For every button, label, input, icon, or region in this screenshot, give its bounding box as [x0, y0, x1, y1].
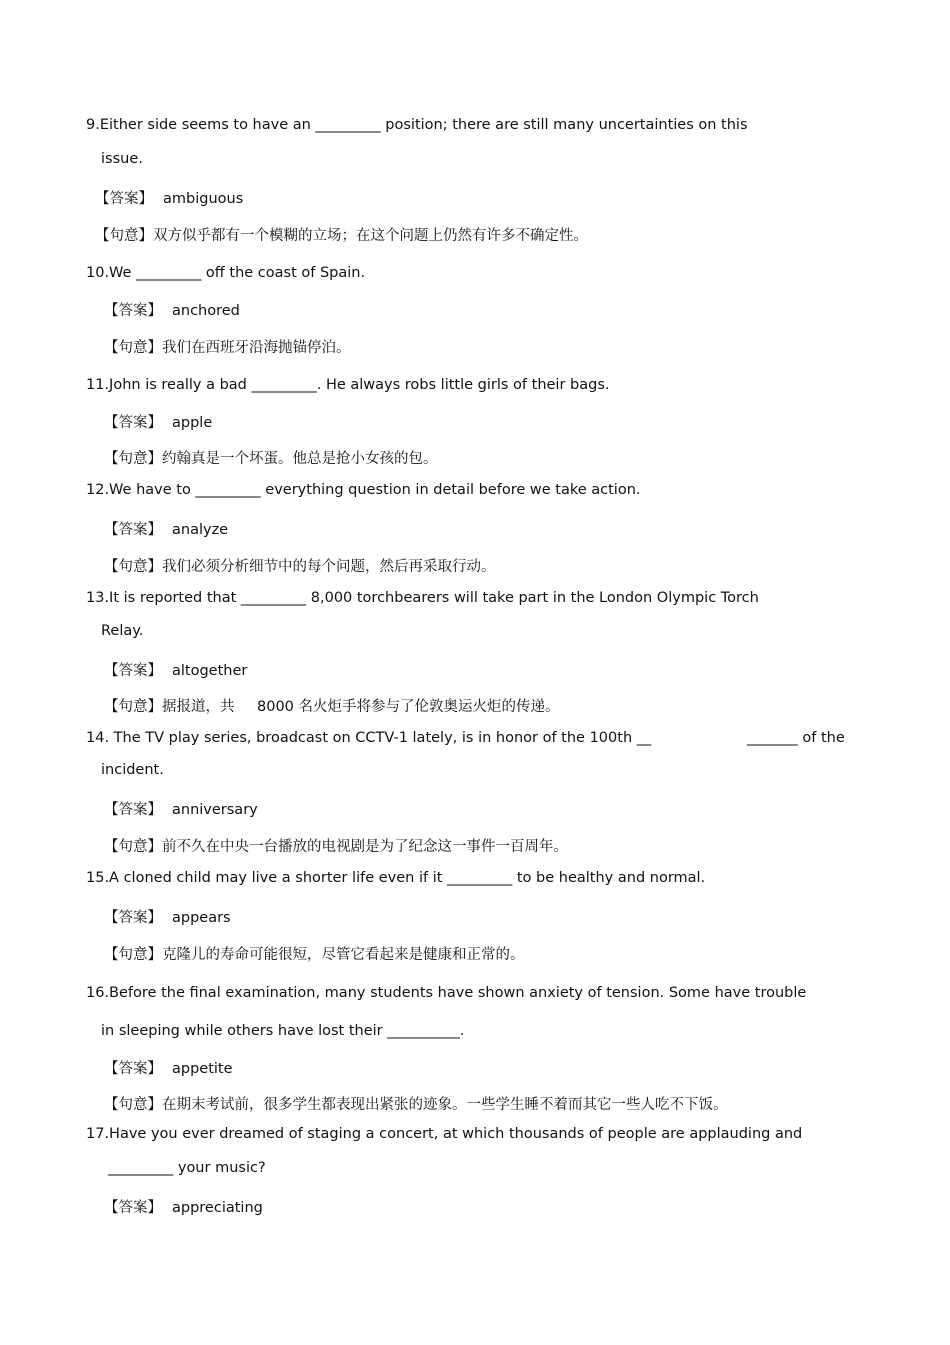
- answer-value: altogether: [172, 663, 248, 679]
- question-13-line-2: Relay.: [101, 623, 144, 639]
- answer-value: ambiguous: [163, 191, 244, 207]
- answer-15: [104, 909, 231, 927]
- question-17-line-1: 17.Have you ever dreamed of staging a concert, at which thousands of people are applauding and: [86, 1126, 803, 1142]
- answer-14: [104, 801, 258, 819]
- meaning-16: 【句意】在期末考试前，很多学生都表现出紧张的迹象。一些学生睡不着而其它一些人吃不下饭。: [104, 1097, 728, 1113]
- question-16-line-1: 16.Before the final examination, many students have shown anxiety of tension. Some have trouble: [86, 985, 807, 1001]
- question-9-line-2: issue.: [101, 151, 143, 167]
- question-16-line-2: in sleeping while others have lost their __________.: [101, 1023, 465, 1039]
- question-17-line-2: _________ your music?: [108, 1160, 266, 1176]
- meaning-13-part-1: 【句意】据报道，共: [104, 699, 235, 715]
- question-9-line-1: 9.Either side seems to have an _________ position; there are still many uncertainties on this: [86, 117, 748, 133]
- meaning-15: 【句意】克隆儿的寿命可能很短，尽管它看起来是健康和正常的。: [104, 947, 525, 963]
- meaning-11: 【句意】约翰真是一个坏蛋。他总是抢小女孩的包。: [104, 451, 438, 467]
- answer-label: 【答案】: [104, 415, 162, 431]
- answer-label: 【答案】: [95, 191, 153, 207]
- answer-value: anchored: [172, 303, 240, 319]
- answer-12: [104, 521, 228, 539]
- answer-value: appetite: [172, 1061, 233, 1077]
- question-14-line-2: incident.: [101, 762, 164, 778]
- answer-label: 【答案】: [104, 663, 162, 679]
- answer-label: 【答案】: [104, 1061, 162, 1077]
- meaning-10: 【句意】我们在西班牙沿海抛锚停泊。: [104, 340, 351, 356]
- meaning-9: 【句意】双方似乎都有一个模糊的立场；在这个问题上仍然有许多不确定性。: [95, 228, 588, 244]
- answer-10: [104, 302, 240, 320]
- question-10-line-1: 10.We _________ off the coast of Spain.: [86, 265, 366, 281]
- answer-value: analyze: [172, 522, 229, 538]
- answer-label: 【答案】: [104, 1200, 162, 1216]
- question-11-line-1: 11.John is really a bad _________. He always robs little girls of their bags.: [86, 377, 610, 393]
- answer-label: 【答案】: [104, 910, 162, 926]
- question-12-line-1: 12.We have to _________ everything question in detail before we take action.: [86, 482, 641, 498]
- question-14-line-1b: _______ of the: [747, 730, 845, 746]
- meaning-14: 【句意】前不久在中央一台播放的电视剧是为了纪念这一事件一百周年。: [104, 839, 568, 855]
- question-14-line-1a: 14. The TV play series, broadcast on CCTV-1 lately, is in honor of the 100th __: [86, 730, 652, 746]
- answer-13: [104, 662, 247, 680]
- meaning-12: 【句意】我们必须分析细节中的每个问题，然后再采取行动。: [104, 559, 496, 575]
- answer-label: 【答案】: [104, 303, 162, 319]
- answer-value: anniversary: [172, 802, 258, 818]
- answer-label: 【答案】: [104, 802, 162, 818]
- meaning-13-part-2: 8000 名火炬手将参与了伦敦奥运火炬的传递。: [257, 699, 560, 715]
- answer-value: appears: [172, 910, 231, 926]
- answer-value: apple: [172, 415, 213, 431]
- question-13-line-1: 13.It is reported that _________ 8,000 torchbearers will take part in the London Olympic Torch: [86, 590, 759, 606]
- answer-11: [104, 414, 212, 432]
- answer-label: 【答案】: [104, 522, 162, 538]
- answer-value: appreciating: [172, 1200, 263, 1216]
- answer-17: [104, 1199, 263, 1217]
- answer-16: [104, 1060, 233, 1078]
- answer-9: [95, 190, 243, 208]
- question-15-line-1: 15.A cloned child may live a shorter life even if it _________ to be healthy and normal.: [86, 870, 706, 886]
